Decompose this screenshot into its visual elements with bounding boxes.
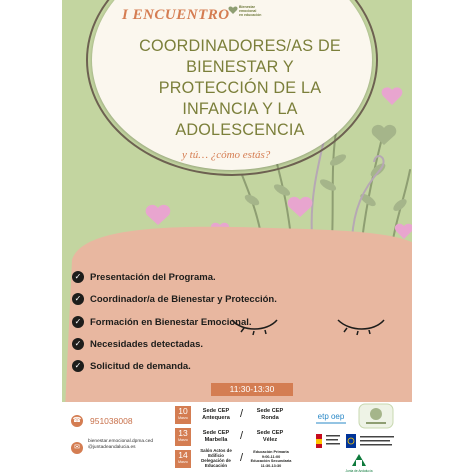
list-item: ✓ Necesidades detectadas. — [72, 338, 203, 350]
title-line: COORDINADORES/AS DE — [139, 37, 341, 55]
check-icon: ✓ — [72, 338, 84, 350]
separator: / — [240, 430, 244, 442]
heart-icon — [228, 5, 238, 15]
list-item: ✓ Solicitud de demanda. — [72, 360, 191, 372]
title-line: BIENESTAR Y — [186, 58, 294, 76]
etpoep-text: etp oep — [317, 412, 345, 421]
title-line: INFANCIA Y LA — [182, 100, 298, 118]
venue: Salón Actos de Edificio Delegación de Educación — [200, 448, 232, 468]
check-icon: ✓ — [72, 360, 84, 372]
title-line: ADOLESCENCIA — [175, 121, 305, 139]
junta-logo — [344, 452, 374, 474]
check-icon: ✓ — [72, 316, 84, 328]
title-line: PROTECCIÓN DE LA — [158, 79, 322, 97]
check-icon: ✓ — [72, 271, 84, 283]
time-badge: 11:30-13:30 — [211, 383, 293, 396]
venue: Sede CEP Antequera — [202, 408, 230, 421]
event-label: I ENCUENTRO — [122, 7, 230, 23]
junta-text: Junta de Andalucía — [345, 469, 373, 473]
logo-text: Bienestar emocional en educación — [239, 5, 262, 17]
date-badge: 10 Marzo — [175, 406, 191, 424]
schedule: Educación Primaria 9:00-11:00 Educación Secundaria 11:30-13:30 — [250, 450, 292, 468]
date-badge: 13 Marzo — [175, 428, 191, 446]
venue: Sede CEP Vélez — [256, 430, 284, 443]
separator: / — [240, 452, 244, 464]
date-badge: 14 Marzo — [175, 450, 191, 468]
list-item: ✓ Formación en Bienestar Emocional. — [72, 316, 252, 328]
poster — [62, 0, 412, 474]
mail-icon: ✉ — [71, 442, 83, 454]
list-item: ✓ Presentación del Programa. — [72, 271, 216, 283]
separator: / — [240, 408, 244, 420]
bienestar-badge-icon — [358, 403, 394, 429]
subtitle: y tú… ¿cómo estás? — [182, 149, 271, 161]
check-icon: ✓ — [72, 293, 84, 305]
poster-title — [70, 36, 410, 141]
phone-number: 951038008 — [90, 416, 133, 426]
etpoep-logo — [312, 405, 350, 427]
email-address: bienestar.emocional.dpma.ced @juntadeandalucia.es — [88, 439, 154, 450]
phone-icon: ☎ — [71, 415, 83, 427]
info-panel — [62, 402, 412, 474]
government-logo — [314, 432, 398, 450]
bienestar-logo — [228, 3, 268, 21]
venue: Sede CEP Marbella — [202, 430, 230, 443]
list-item: ✓ Coordinador/a de Bienestar y Protección. — [72, 293, 277, 305]
venue: Sede CEP Ronda — [256, 408, 284, 421]
